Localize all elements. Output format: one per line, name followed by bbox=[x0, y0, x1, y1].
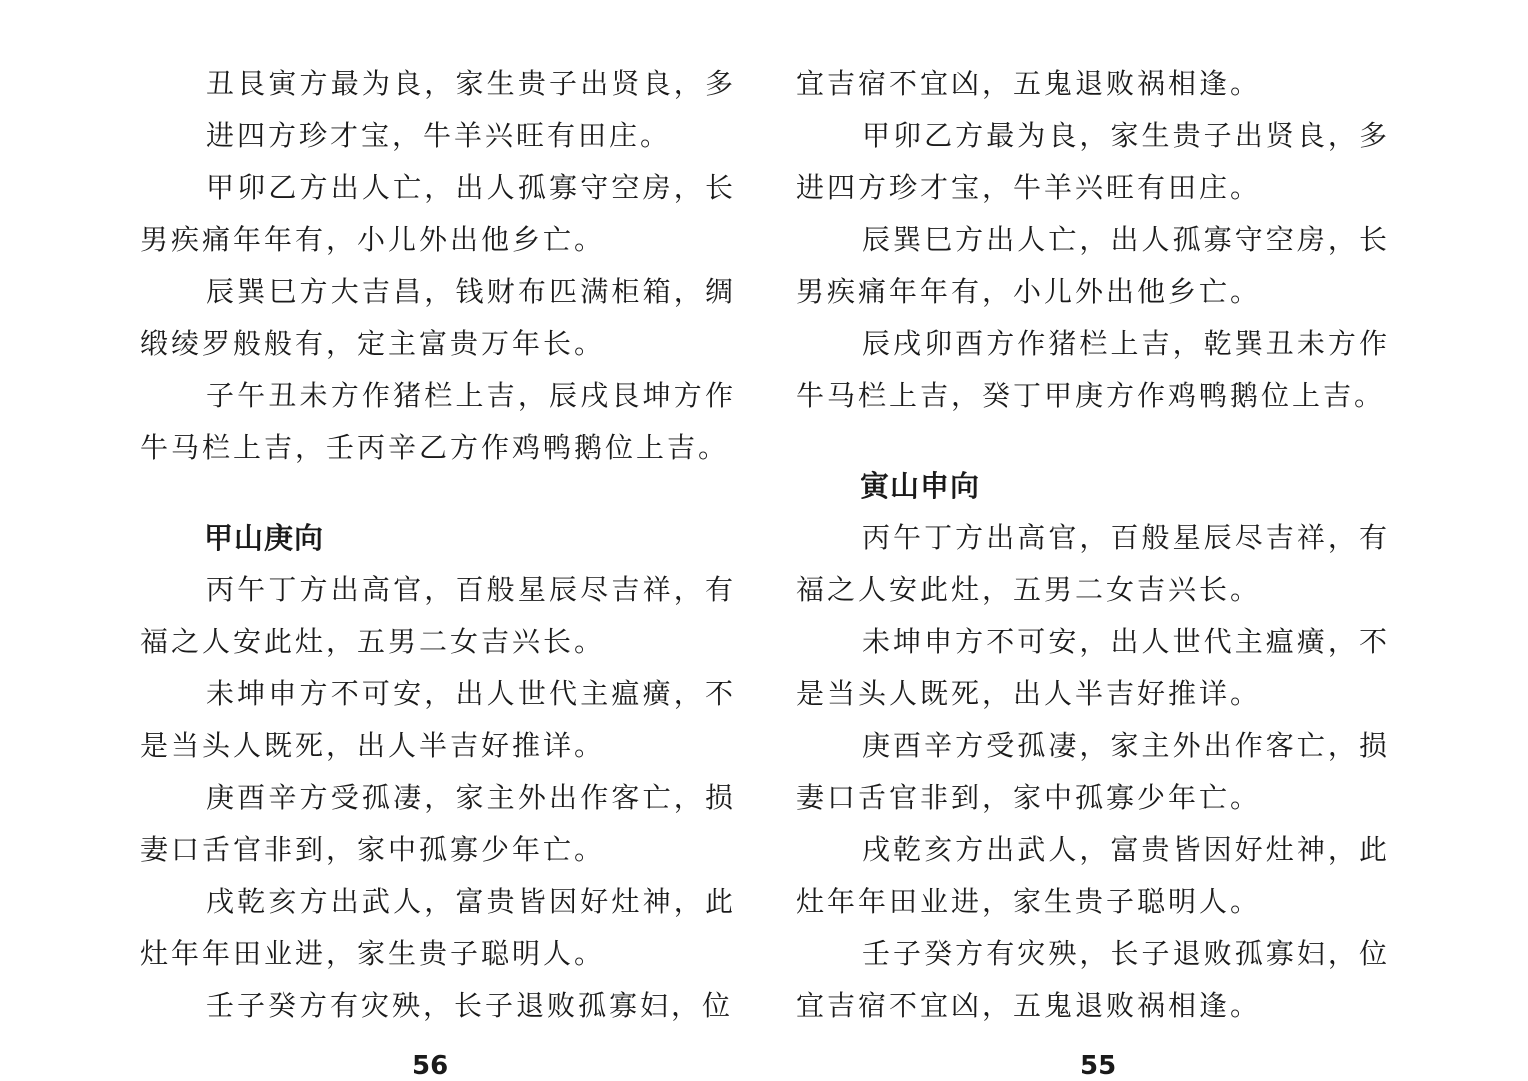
left-section-paragraph-4: 戌乾亥方出武人，富贵皆因好灶神，此灶年年田业进，家生贵子聪明人。 bbox=[140, 885, 736, 970]
left-intro-paragraph-2: 甲卯乙方出人亡，出人孤寡守空房，长男疾痛年年有，小儿外出他乡亡。 bbox=[140, 171, 736, 256]
left-section-paragraph-2: 未坤申方不可安，出人世代主瘟癀，不是当头人既死，出人半吉好推详。 bbox=[140, 677, 736, 762]
left-section-paragraph-1: 丙午丁方出高官，百般星辰尽吉祥，有福之人安此灶，五男二女吉兴长。 bbox=[140, 573, 736, 658]
left-intro-paragraph-4: 子午丑未方作猪栏上吉，辰戌艮坤方作牛马栏上吉，壬丙辛乙方作鸡鸭鹅位上吉。 bbox=[140, 379, 736, 464]
right-intro-paragraph-2: 甲卯乙方最为良，家生贵子出贤良，多进四方珍才宝，牛羊兴旺有田庄。 bbox=[796, 119, 1390, 204]
right-section-paragraph-3: 庚酉辛方受孤凄，家主外出作客亡，损妻口舌官非到，家中孤寡少年亡。 bbox=[796, 729, 1390, 814]
right-intro-paragraph-3: 辰巽巳方出人亡，出人孤寡守空房，长男疾痛年年有，小儿外出他乡亡。 bbox=[796, 223, 1390, 308]
right-section-paragraph-5: 壬子癸方有灾殃，长子退败孤寡妇，位宜吉宿不宜凶，五鬼退败祸相逢。 bbox=[796, 937, 1390, 1022]
left-page-number: 56 bbox=[412, 1051, 449, 1081]
right-intro-paragraph-1: 宜吉宿不宜凶，五鬼退败祸相逢。 bbox=[796, 67, 1262, 100]
right-section-paragraph-2: 未坤申方不可安，出人世代主瘟癀，不是当头人既死，出人半吉好推详。 bbox=[796, 625, 1390, 710]
left-section-heading: 甲山庚向 bbox=[204, 521, 325, 555]
left-section-paragraph-3: 庚酉辛方受孤凄，家主外出作客亡，损妻口舌官非到，家中孤寡少年亡。 bbox=[140, 781, 736, 866]
left-page bbox=[140, 58, 736, 1032]
right-page bbox=[796, 58, 1390, 1032]
left-intro-paragraph-3: 辰巽巳方大吉昌，钱财布匹满柜箱，绸缎绫罗般般有，定主富贵万年长。 bbox=[140, 275, 736, 360]
right-section-heading: 寅山申向 bbox=[860, 469, 981, 503]
right-section-paragraph-4: 戌乾亥方出武人，富贵皆因好灶神，此灶年年田业进，家生贵子聪明人。 bbox=[796, 833, 1390, 918]
right-section-paragraph-1: 丙午丁方出高官，百般星辰尽吉祥，有福之人安此灶，五男二女吉兴长。 bbox=[796, 521, 1390, 606]
right-page-number: 55 bbox=[1080, 1051, 1117, 1081]
left-section-paragraph-5: 壬子癸方有灾殃，长子退败孤寡妇，位 bbox=[206, 989, 734, 1022]
left-intro-paragraph-1: 丑艮寅方最为良，家生贵子出贤良，多进四方珍才宝，牛羊兴旺有田庄。 bbox=[206, 67, 736, 152]
right-intro-paragraph-4: 辰戌卯酉方作猪栏上吉，乾巽丑未方作牛马栏上吉，癸丁甲庚方作鸡鸭鹅位上吉。 bbox=[796, 327, 1390, 412]
